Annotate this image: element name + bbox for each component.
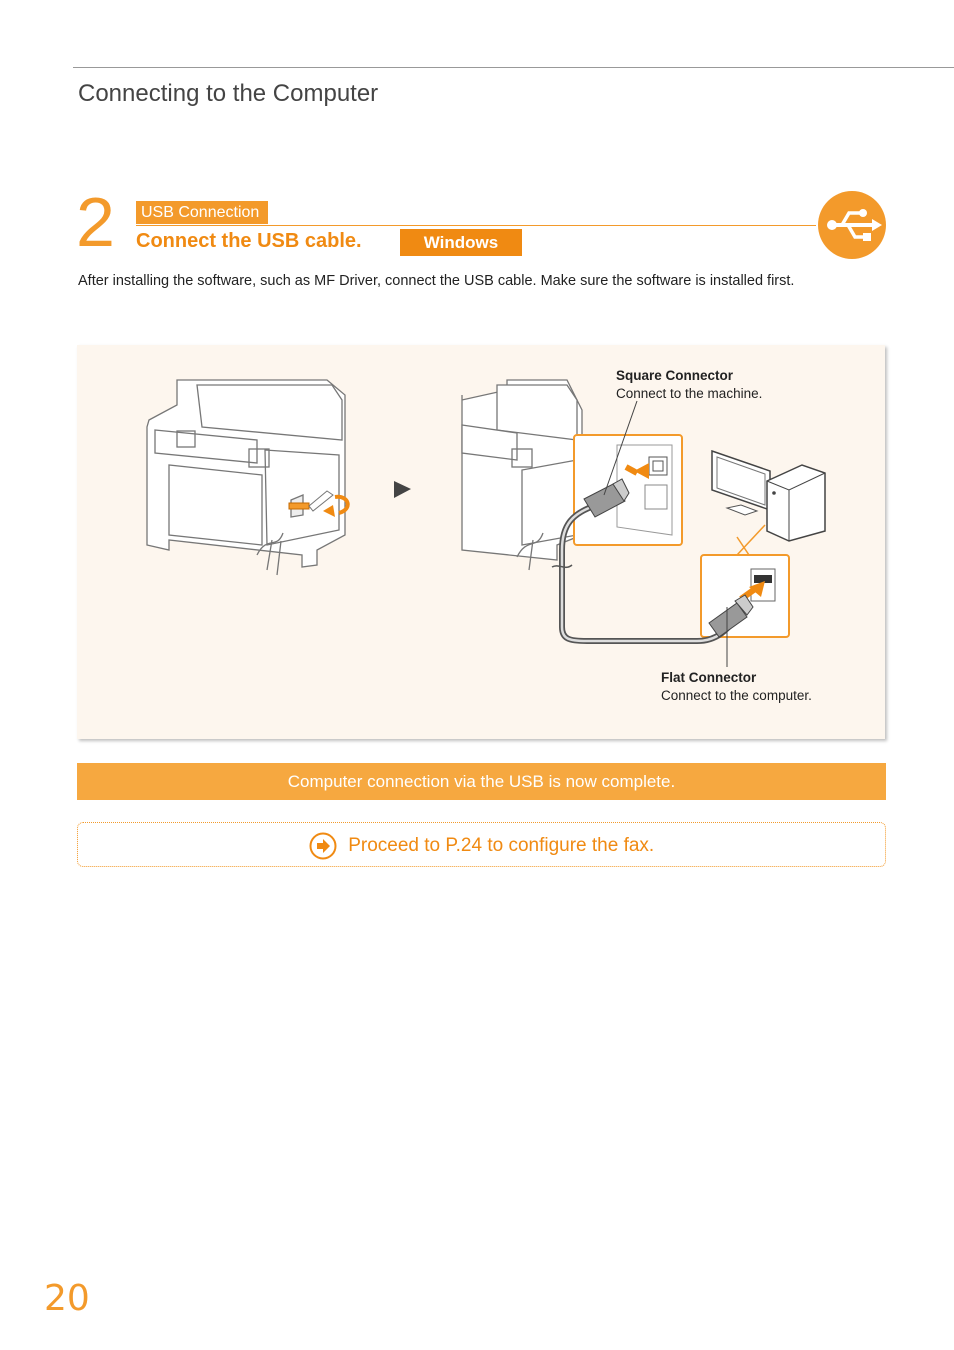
step-arrow-icon [394,481,411,498]
page-number: 20 [44,1278,90,1319]
square-connector-callout [616,367,762,403]
header-rule [73,67,954,68]
proceed-link[interactable]: Proceed to P.24 to configure the fax. [348,835,655,856]
os-badge: Windows [400,229,522,256]
step-number: 2 [76,183,115,261]
usb-icon [818,191,886,259]
square-connector-title: Square Connector [616,368,734,383]
usb-connection-figure [77,345,885,739]
flat-connector-callout [661,669,812,705]
computer-illustration [712,451,825,541]
step-sub-label: USB Connection [136,201,268,224]
square-connector-desc: Connect to the machine. [616,386,763,401]
completion-banner: Computer connection via the USB is now complete. [77,763,886,800]
printer-left-illustration [147,380,345,567]
intro-text: After installing the software, such as MF Driver, connect the USB cable. Make sure the software is installed first. [78,273,795,289]
arrow-right-circle-icon [309,832,337,860]
flat-connector-title: Flat Connector [661,670,757,685]
proceed-box[interactable] [77,822,886,867]
step-rule [136,225,816,226]
section-title: Connecting to the Computer [78,80,379,107]
flat-connector-desc: Connect to the computer. [661,688,812,703]
step-title: Connect the USB cable. [136,230,362,252]
